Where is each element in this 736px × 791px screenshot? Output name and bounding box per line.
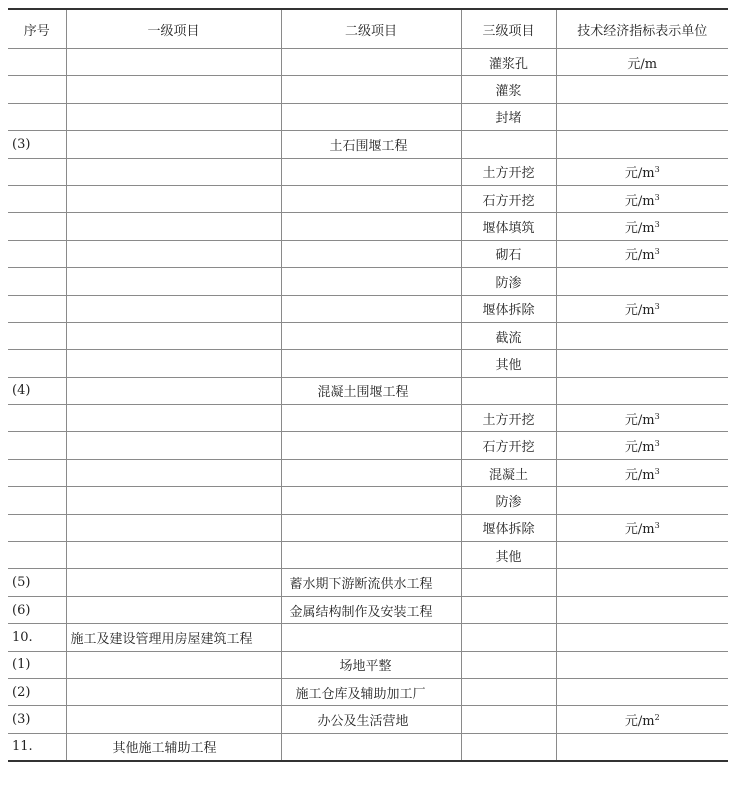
cell-unit bbox=[556, 322, 728, 349]
cell-level3 bbox=[461, 487, 556, 514]
cell-level1 bbox=[66, 487, 281, 514]
unit-exponent: 3 bbox=[654, 411, 660, 421]
cell-seq bbox=[8, 213, 66, 240]
cell-seq bbox=[8, 733, 66, 761]
cell-level2 bbox=[281, 624, 461, 651]
table-row bbox=[8, 405, 728, 432]
cell-seq bbox=[8, 76, 66, 103]
cell-level3-text: 灌浆孔 bbox=[488, 56, 528, 72]
cell-seq bbox=[8, 377, 66, 404]
table-row bbox=[8, 268, 728, 295]
cell-level3-text: 封堵 bbox=[495, 111, 522, 127]
cell-level3-text: 其他 bbox=[495, 357, 522, 373]
cell-level3 bbox=[461, 131, 556, 158]
cell-seq bbox=[8, 706, 66, 733]
cell-unit bbox=[556, 350, 728, 377]
cell-seq bbox=[8, 459, 66, 486]
cell-level2 bbox=[281, 240, 461, 267]
cell-level3-text: 其他 bbox=[495, 549, 522, 565]
cell-level2 bbox=[281, 322, 461, 349]
table-row bbox=[8, 569, 728, 596]
cell-level1 bbox=[66, 350, 281, 377]
cell-seq bbox=[8, 596, 66, 623]
cell-unit-text: 元/m bbox=[624, 412, 655, 428]
cell-unit-text: 元/m bbox=[624, 248, 655, 264]
cell-unit-text: 元/m bbox=[624, 467, 655, 483]
project-index-table bbox=[8, 8, 728, 762]
header-row bbox=[8, 9, 728, 49]
cell-seq bbox=[8, 514, 66, 541]
table-row bbox=[8, 432, 728, 459]
cell-level3 bbox=[461, 514, 556, 541]
cell-seq bbox=[8, 405, 66, 432]
cell-seq bbox=[8, 678, 66, 705]
cell-level1 bbox=[66, 76, 281, 103]
cell-unit-text: 元/m bbox=[624, 714, 655, 730]
cell-level2 bbox=[281, 706, 461, 733]
cell-unit bbox=[556, 213, 728, 240]
cell-unit bbox=[556, 651, 728, 678]
table-body bbox=[8, 49, 728, 762]
cell-level3 bbox=[461, 49, 556, 76]
cell-seq-text: (1) bbox=[12, 657, 31, 673]
cell-unit bbox=[556, 49, 728, 76]
table-row bbox=[8, 514, 728, 541]
unit-exponent: 2 bbox=[654, 713, 660, 723]
cell-unit bbox=[556, 624, 728, 651]
cell-level3-text: 截流 bbox=[495, 330, 522, 346]
cell-level1 bbox=[66, 733, 281, 761]
cell-unit-text: 元/m bbox=[624, 303, 655, 319]
cell-level3 bbox=[461, 542, 556, 569]
cell-level1 bbox=[66, 542, 281, 569]
cell-level3-text: 堰体拆除 bbox=[482, 522, 535, 538]
cell-level3 bbox=[461, 377, 556, 404]
cell-level3-text: 土方开挖 bbox=[482, 412, 535, 428]
table-row bbox=[8, 706, 728, 733]
cell-unit bbox=[556, 405, 728, 432]
cell-level2-text: 蓄水期下游断流供水工程 bbox=[289, 577, 433, 593]
cell-unit bbox=[556, 706, 728, 733]
cell-unit bbox=[556, 377, 728, 404]
cell-level1 bbox=[66, 131, 281, 158]
cell-seq bbox=[8, 651, 66, 678]
cell-unit-text: 元/m bbox=[624, 166, 655, 182]
cell-level3 bbox=[461, 651, 556, 678]
cell-level3 bbox=[461, 268, 556, 295]
cell-level2 bbox=[281, 569, 461, 596]
cell-seq bbox=[8, 322, 66, 349]
unit-exponent: 3 bbox=[654, 521, 660, 531]
cell-unit bbox=[556, 240, 728, 267]
cell-level2-text: 土石围堰工程 bbox=[329, 138, 408, 154]
header-level3: 三级项目 bbox=[461, 9, 556, 49]
cell-level2 bbox=[281, 103, 461, 130]
cell-seq-text: 10. bbox=[12, 629, 33, 645]
cell-seq bbox=[8, 185, 66, 212]
cell-level3-text: 石方开挖 bbox=[482, 440, 535, 456]
cell-seq bbox=[8, 432, 66, 459]
table-row bbox=[8, 733, 728, 761]
cell-level2 bbox=[281, 185, 461, 212]
cell-level3-text: 灌浆 bbox=[495, 84, 522, 100]
cell-unit bbox=[556, 131, 728, 158]
table-row bbox=[8, 542, 728, 569]
cell-seq bbox=[8, 103, 66, 130]
cell-level3-text: 砌石 bbox=[495, 248, 522, 264]
cell-level2 bbox=[281, 377, 461, 404]
cell-level2 bbox=[281, 76, 461, 103]
table-row bbox=[8, 459, 728, 486]
table-row bbox=[8, 49, 728, 76]
table-row bbox=[8, 350, 728, 377]
cell-level2-text: 金属结构制作及安装工程 bbox=[289, 604, 433, 620]
cell-seq-text: 11. bbox=[12, 739, 33, 755]
cell-level2 bbox=[281, 405, 461, 432]
cell-unit bbox=[556, 733, 728, 761]
cell-seq-text: (6) bbox=[12, 602, 31, 618]
cell-level3 bbox=[461, 185, 556, 212]
header-level1: 一级项目 bbox=[66, 9, 281, 49]
cell-level2 bbox=[281, 213, 461, 240]
cell-level2-text: 场地平整 bbox=[339, 659, 392, 675]
cell-seq bbox=[8, 268, 66, 295]
cell-level3 bbox=[461, 213, 556, 240]
header-level2: 二级项目 bbox=[281, 9, 461, 49]
cell-level2 bbox=[281, 295, 461, 322]
table-row bbox=[8, 322, 728, 349]
cell-seq bbox=[8, 350, 66, 377]
cell-level1 bbox=[66, 49, 281, 76]
cell-seq bbox=[8, 487, 66, 514]
cell-level3 bbox=[461, 322, 556, 349]
cell-level2 bbox=[281, 651, 461, 678]
cell-level1 bbox=[66, 213, 281, 240]
cell-level1 bbox=[66, 624, 281, 651]
cell-level2-text: 办公及生活营地 bbox=[317, 714, 409, 730]
table-row bbox=[8, 240, 728, 267]
table-row bbox=[8, 678, 728, 705]
cell-level2 bbox=[281, 49, 461, 76]
table-row bbox=[8, 213, 728, 240]
cell-level3 bbox=[461, 596, 556, 623]
cell-unit bbox=[556, 268, 728, 295]
cell-seq bbox=[8, 158, 66, 185]
header-unit: 技术经济指标表示单位 bbox=[556, 9, 728, 49]
cell-level1-text: 其他施工辅助工程 bbox=[112, 741, 217, 757]
cell-level3-text: 混凝土 bbox=[488, 467, 528, 483]
cell-unit bbox=[556, 432, 728, 459]
cell-unit-text: 元/m bbox=[627, 56, 658, 72]
table-row bbox=[8, 103, 728, 130]
cell-level2 bbox=[281, 487, 461, 514]
cell-level3 bbox=[461, 569, 556, 596]
cell-level3 bbox=[461, 706, 556, 733]
table-row bbox=[8, 295, 728, 322]
cell-level3 bbox=[461, 103, 556, 130]
cell-level2 bbox=[281, 733, 461, 761]
unit-exponent: 3 bbox=[654, 220, 660, 230]
cell-seq-text: (2) bbox=[12, 684, 31, 700]
cell-unit bbox=[556, 158, 728, 185]
cell-seq-text: (3) bbox=[12, 136, 31, 152]
cell-seq bbox=[8, 295, 66, 322]
cell-level1 bbox=[66, 596, 281, 623]
cell-unit bbox=[556, 514, 728, 541]
cell-unit bbox=[556, 596, 728, 623]
cell-unit bbox=[556, 569, 728, 596]
cell-level2 bbox=[281, 459, 461, 486]
cell-level3 bbox=[461, 76, 556, 103]
cell-level1 bbox=[66, 706, 281, 733]
table-row bbox=[8, 377, 728, 404]
cell-level1 bbox=[66, 103, 281, 130]
cell-level3 bbox=[461, 432, 556, 459]
table-row bbox=[8, 76, 728, 103]
cell-level3 bbox=[461, 350, 556, 377]
cell-level3-text: 防渗 bbox=[495, 494, 522, 510]
cell-level1 bbox=[66, 569, 281, 596]
cell-level1 bbox=[66, 158, 281, 185]
cell-level1 bbox=[66, 405, 281, 432]
cell-unit bbox=[556, 295, 728, 322]
cell-level3 bbox=[461, 678, 556, 705]
cell-level1-text: 施工及建设管理用房屋建筑工程 bbox=[70, 631, 253, 647]
cell-level1 bbox=[66, 322, 281, 349]
cell-level3-text: 防渗 bbox=[495, 275, 522, 291]
cell-level3 bbox=[461, 733, 556, 761]
cell-seq bbox=[8, 624, 66, 651]
cell-seq bbox=[8, 49, 66, 76]
cell-seq-text: (3) bbox=[12, 712, 31, 728]
cell-seq bbox=[8, 542, 66, 569]
cell-level3 bbox=[461, 295, 556, 322]
cell-unit bbox=[556, 487, 728, 514]
cell-level1 bbox=[66, 240, 281, 267]
cell-level2 bbox=[281, 514, 461, 541]
cell-level3-text: 土方开挖 bbox=[482, 166, 535, 182]
cell-unit bbox=[556, 103, 728, 130]
unit-exponent: 3 bbox=[654, 192, 660, 202]
unit-exponent: 3 bbox=[654, 165, 660, 175]
header-seq: 序号 bbox=[8, 9, 66, 49]
cell-seq bbox=[8, 131, 66, 158]
cell-seq bbox=[8, 569, 66, 596]
cell-level2 bbox=[281, 596, 461, 623]
cell-level3-text: 堰体拆除 bbox=[482, 303, 535, 319]
cell-level3-text: 石方开挖 bbox=[482, 193, 535, 209]
cell-unit bbox=[556, 459, 728, 486]
table-row bbox=[8, 185, 728, 212]
cell-level1 bbox=[66, 268, 281, 295]
unit-exponent: 3 bbox=[654, 466, 660, 476]
cell-level2 bbox=[281, 131, 461, 158]
table-row bbox=[8, 651, 728, 678]
table-row bbox=[8, 487, 728, 514]
unit-exponent: 3 bbox=[654, 439, 660, 449]
cell-level2 bbox=[281, 542, 461, 569]
cell-unit-text: 元/m bbox=[624, 440, 655, 456]
cell-level2 bbox=[281, 158, 461, 185]
cell-unit bbox=[556, 678, 728, 705]
cell-level1 bbox=[66, 295, 281, 322]
cell-seq-text: (4) bbox=[12, 383, 31, 399]
cell-level1 bbox=[66, 459, 281, 486]
cell-level2-text: 施工仓库及辅助加工厂 bbox=[295, 686, 426, 702]
cell-level1 bbox=[66, 432, 281, 459]
cell-level3 bbox=[461, 405, 556, 432]
cell-unit bbox=[556, 185, 728, 212]
cell-unit-text: 元/m bbox=[624, 221, 655, 237]
cell-unit-text: 元/m bbox=[624, 522, 655, 538]
cell-unit-text: 元/m bbox=[624, 193, 655, 209]
cell-level2 bbox=[281, 432, 461, 459]
cell-level1 bbox=[66, 514, 281, 541]
unit-exponent: 3 bbox=[654, 247, 660, 257]
cell-unit bbox=[556, 542, 728, 569]
cell-level1 bbox=[66, 678, 281, 705]
cell-level1 bbox=[66, 651, 281, 678]
cell-seq-text: (5) bbox=[12, 575, 31, 591]
cell-level2 bbox=[281, 678, 461, 705]
cell-unit bbox=[556, 76, 728, 103]
table-row bbox=[8, 596, 728, 623]
cell-seq bbox=[8, 240, 66, 267]
table-row bbox=[8, 158, 728, 185]
table-row bbox=[8, 131, 728, 158]
cell-level3 bbox=[461, 158, 556, 185]
cell-level3 bbox=[461, 240, 556, 267]
table-row bbox=[8, 624, 728, 651]
cell-level1 bbox=[66, 185, 281, 212]
unit-exponent: 3 bbox=[654, 302, 660, 312]
cell-level3 bbox=[461, 459, 556, 486]
cell-level3 bbox=[461, 624, 556, 651]
cell-level3-text: 堰体填筑 bbox=[482, 221, 535, 237]
cell-level2-text: 混凝土围堰工程 bbox=[317, 385, 409, 401]
cell-level1 bbox=[66, 377, 281, 404]
cell-level2 bbox=[281, 268, 461, 295]
cell-level2 bbox=[281, 350, 461, 377]
